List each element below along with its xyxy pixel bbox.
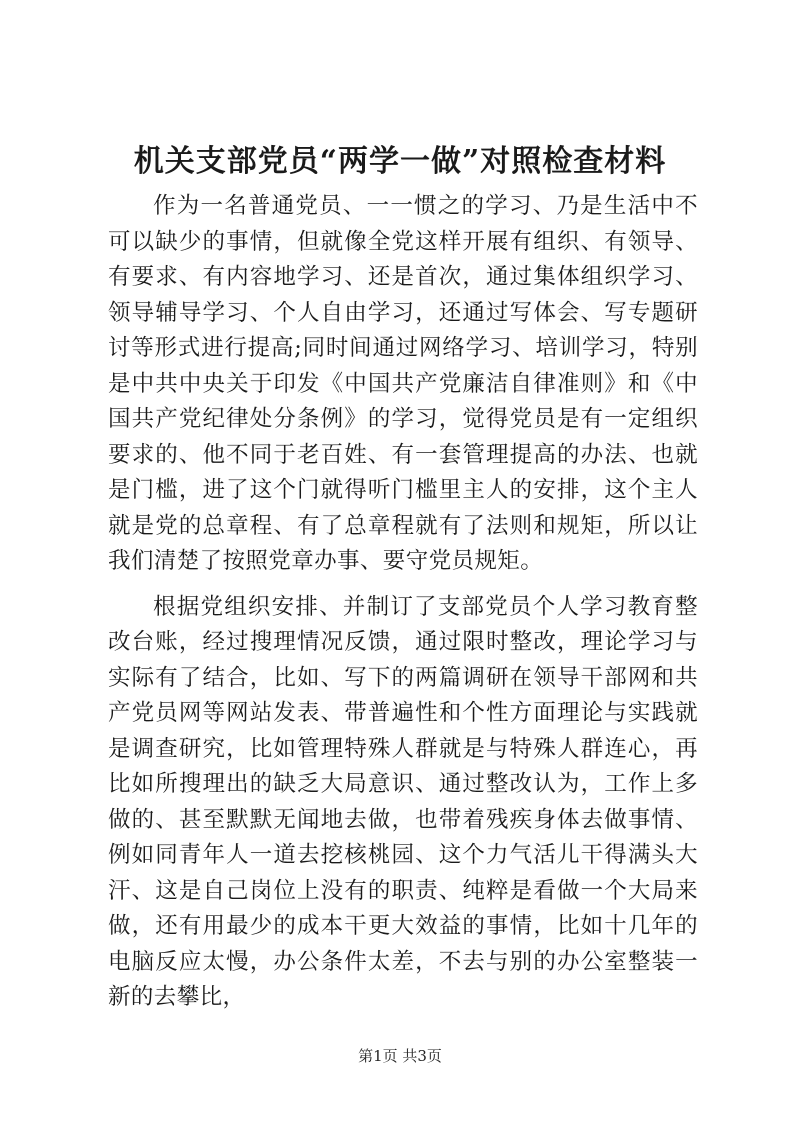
document-body — [108, 189, 698, 1026]
paragraph-2: 根据党组织安排、并制订了支部党员个人学习教育整改台账，经过搜理情况反馈，通过限时整改，理论学习与实际有了结合，比如、写下的两篇调研在领导干部网和共产党员网等网站发表、带普遍性和个性方面理论与实践就是调查研究，比如管理特殊人群就是与特殊人群连心，再比如所搜理出的缺乏大局意识、通过整改认为，工作上多做的、甚至默默无闻地去做，也带着残疾身体去做事情、例如同青年人一道去挖核桃园、这个力气活儿干得满头大汗、这是自己岗位上没有的职责、纯粹是看做一个大局来做，还有用最少的成本干更大效益的事情，比如十几年的电脑反应太慢，办公条件太差，不去与别的办公室整装一新的去攀比， — [108, 593, 698, 1010]
paragraph-1: 作为一名普通党员、一一惯之的学习、乃是生活中不可以缺少的事情，但就像全党这样开展有组织、有领导、有要求、有内容地学习、还是首次，通过集体组织学习、领导辅导学习、个人自由学习，还通过写体会、写专题研讨等形式进行提高;同时间通过网络学习、培训学习，特别是中共中央关于印发《中国共产党廉洁自律准则》和《中国共产党纪律处分条例》的学习，觉得党员是有一定组织要求的、他不同于老百姓、有一套管理提高的办法、也就是门槛，进了这个门就得听门槛里主人的安排，这个主人就是党的总章程、有了总章程就有了法则和规矩，所以让我们清楚了按照党章办事、要守党员规矩。 — [108, 193, 698, 574]
document-title: 机关支部党员“两学一做”对照检查材料 — [133, 144, 667, 179]
page-number-footer: 第1页 共3页 — [358, 1047, 442, 1065]
